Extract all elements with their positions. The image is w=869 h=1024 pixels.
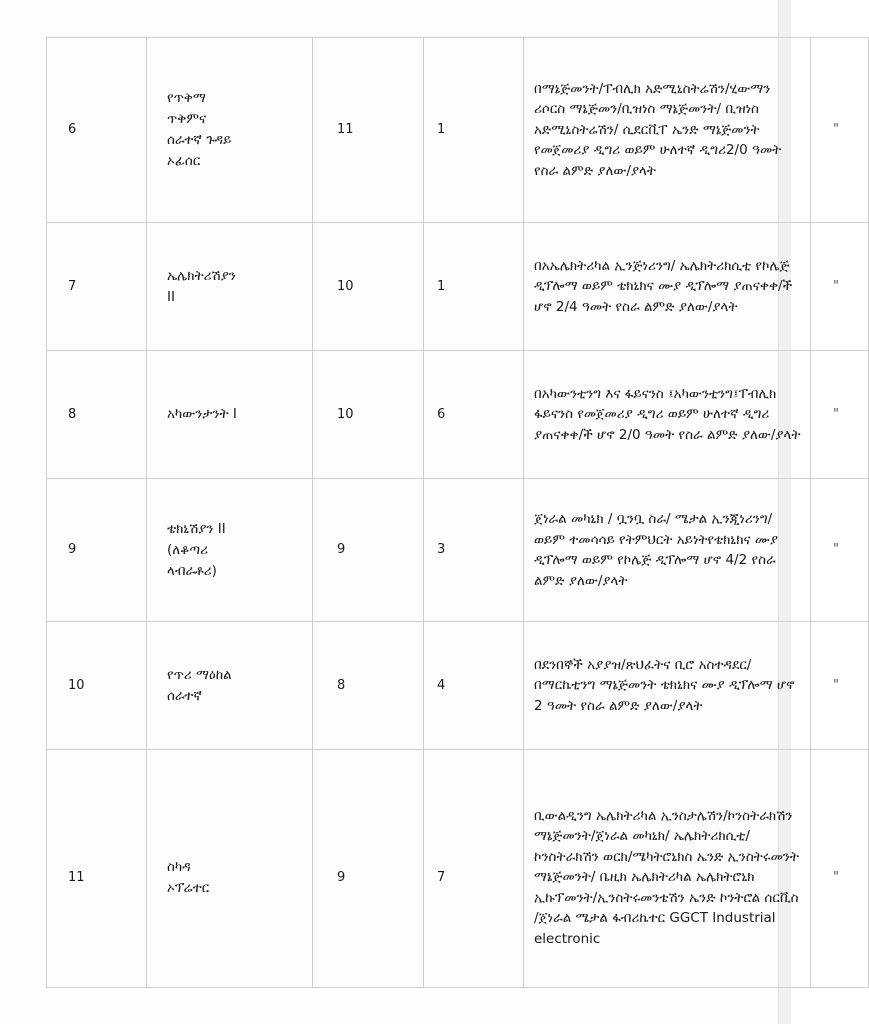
job-title-cell	[147, 622, 313, 750]
requirements-text: በአካውንቲንግ እና ፋይናንስ ፤አካውንቲንግ፤ፐብሊክ ፋይናንስ የመጀመሪያ ዲግሪ ወይም ሁለተኛ ዲግሪ ያጠናቀቀ/ች ሆኖ 2/0 ዓመት የስራ ልምድ ያለው/ያላት	[534, 385, 801, 443]
extra-cell: "	[811, 750, 869, 988]
row-number: 8	[47, 351, 147, 479]
requirements-cell	[524, 750, 811, 988]
job-title-cell	[147, 223, 313, 351]
quantity-cell: 6	[424, 351, 524, 479]
job-title-cell	[147, 479, 313, 622]
job-title-cell	[147, 38, 313, 223]
job-title-cell	[147, 750, 313, 988]
table-row	[47, 622, 869, 750]
extra-cell: "	[811, 38, 869, 223]
requirements-text: ቢውልዲንግ ኤሌክትሪካል ኢንስታሌሽን/ኮንስትራክሽን ማኔጅመንት/ጀነራል መካኒክ/ ኤሌክትሪክሲቲ/ኮንስትራክሽን ወርክ/ሜካትሮኒክስ ኤንድ ኢንስትሩመንት ማኔጅመንት/ ቤዚክ ኤሌክትሪካል ኤሌክትሮኒክ ኢኩፕመንት/ኢንስትሩመንቴሽን ኤንድ ኮንትሮል ሰርቪስ /ጀነራል ሜታል ፋብሪኬተር GGCT Industrial electronic	[534, 807, 799, 947]
requirements-cell	[524, 223, 811, 351]
requirements-text: በደንበኞች አያያዝ/ጽህፈትና ቢሮ አስተዳደር/በማርኬቲንግ ማኔጅመንት ቴክኒክና ሙያ ዲፕሎማ ሆኖ 2 ዓመት የስራ ልምድ ያለው/ያላት	[534, 656, 795, 714]
requirements-text: በማኔጅመንት/ፐብሊክ አድሚኒስትሬሽን/ሂውማን ሪሶርስ ማኔጅመን/ቢዝነስ ማኔጅመንት/ ቢዝነስ አድሚኒስትሬሽን/ ሲደርቪፐ ኤንድ ማኔጅመንት የመጀመሪያ ዲግሪ ወይም ሁለተኛ ዲግሪ2/0 ዓመት የስራ ልምድ ያለው/ያላት	[534, 80, 782, 179]
table-row	[47, 38, 869, 223]
grade-cell: 8	[313, 622, 424, 750]
table-row	[47, 750, 869, 988]
job-title: ቴክኒሽያን II (ለቆጣሪ ላብራቶሪ)	[167, 520, 226, 579]
quantity-cell: 4	[424, 622, 524, 750]
requirements-cell	[524, 38, 811, 223]
job-title: አካውንታንት I	[167, 406, 237, 422]
job-title: ስካዳ ኦፕሬተር	[167, 858, 210, 896]
row-number: 7	[47, 223, 147, 351]
grade-cell: 9	[313, 479, 424, 622]
requirements-text: በአኤሌክትሪካል ኢንጅነሪንግ/ ኤሌክትሪክሲቲ የኮሌጅ ዲፕሎማ ወይም ቴክኒክና ሙያ ዲፕሎማ ያጠናቀቀ/ች ሆኖ 2/4 ዓመት የስራ ልምድ ያለው/ያላት	[534, 257, 793, 315]
requirements-text: ጀነራል መካኒክ / ቧንቧ ስራ/ ሜታል ኢንጂነሪንግ/ ወይም ተመሳሳይ የትምህርት አይነትየቴክኒክና ሙያ ዲፕሎማ ወይም የኮሌጅ ዲፕሎማ ሆኖ 4/2 የስራ ልምድ ያለው/ያላት	[534, 511, 779, 589]
grade-cell: 10	[313, 351, 424, 479]
table-row	[47, 351, 869, 479]
job-title-cell	[147, 351, 313, 479]
quantity-cell: 3	[424, 479, 524, 622]
requirements-cell	[524, 479, 811, 622]
row-number: 10	[47, 622, 147, 750]
requirements-cell	[524, 622, 811, 750]
quantity-cell: 7	[424, 750, 524, 988]
extra-cell: "	[811, 622, 869, 750]
row-number: 9	[47, 479, 147, 622]
grade-cell: 10	[313, 223, 424, 351]
requirements-cell	[524, 351, 811, 479]
quantity-cell: 1	[424, 38, 524, 223]
job-title: የጥሪ ማዕከል ሰራተኛ	[167, 666, 232, 704]
grade-cell: 9	[313, 750, 424, 988]
extra-cell: "	[811, 351, 869, 479]
table-row	[47, 223, 869, 351]
extra-cell: "	[811, 479, 869, 622]
job-title: ኤሌክትሪሽያን II	[167, 267, 236, 305]
table-row	[47, 479, 869, 622]
grade-cell: 11	[313, 38, 424, 223]
job-vacancy-table	[46, 37, 869, 988]
quantity-cell: 1	[424, 223, 524, 351]
row-number: 6	[47, 38, 147, 223]
job-title: የጥቅማ ጥቅምና ሰራተኛ ጉዳይ ኦፊሰር	[167, 90, 232, 169]
extra-cell: "	[811, 223, 869, 351]
row-number: 11	[47, 750, 147, 988]
